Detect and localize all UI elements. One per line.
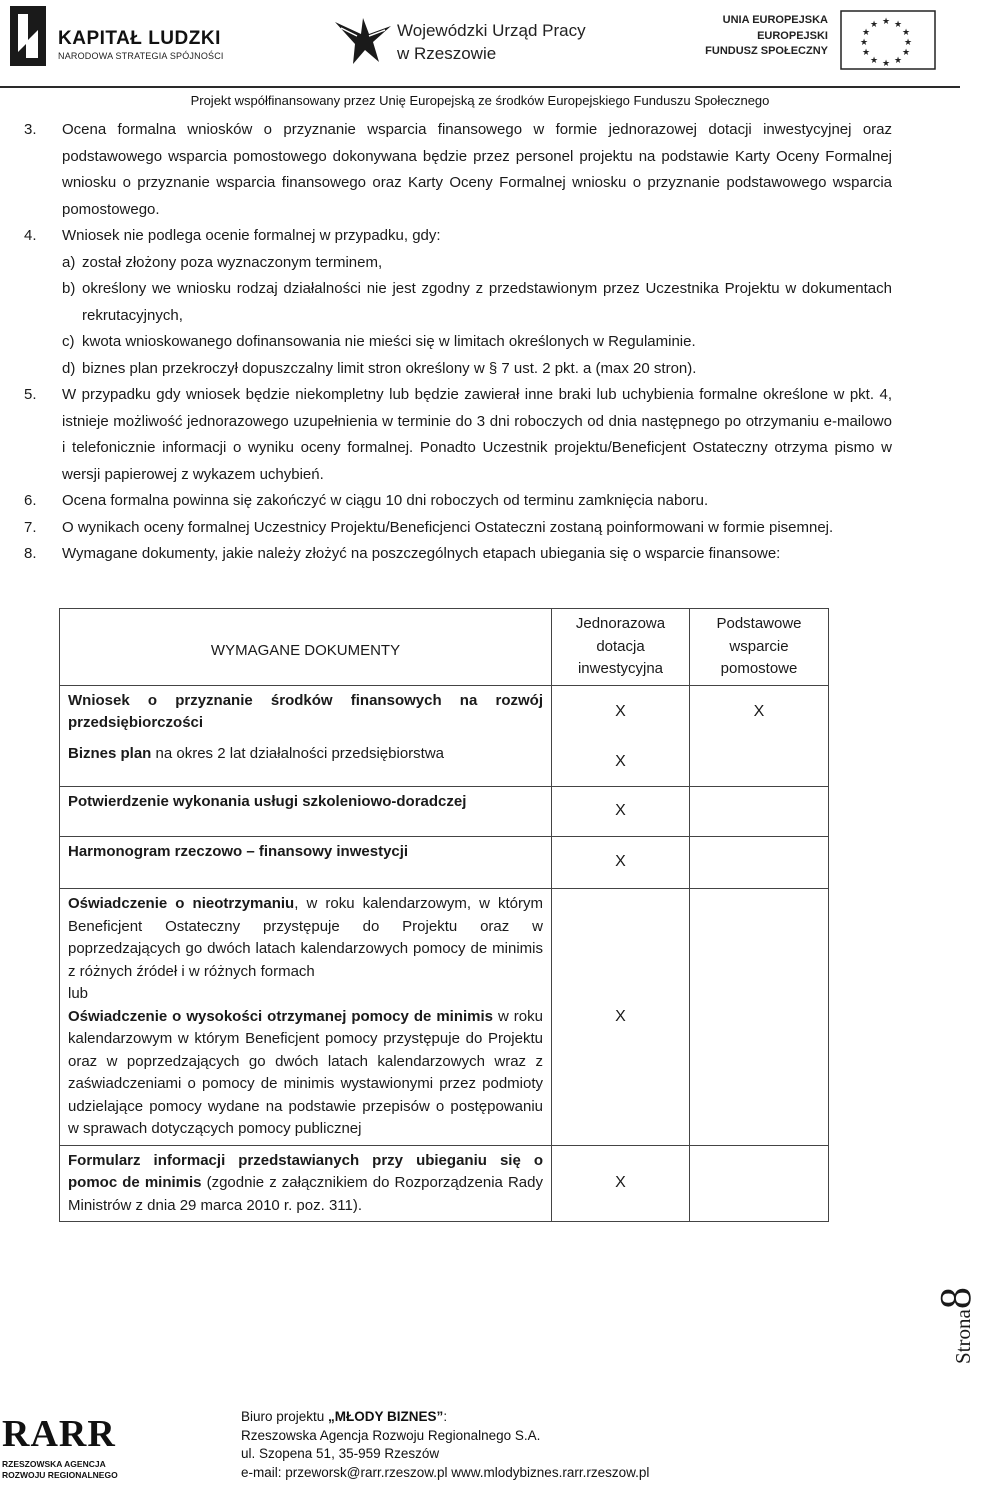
point-3 [24, 117, 892, 223]
kapital-ludzki-subtitle: NARODOWA STRATEGIA SPÓJNOŚCI [58, 51, 224, 61]
footer-contact [241, 1408, 761, 1482]
sub-point-letter: c) [62, 333, 75, 350]
document-name-bold: Oświadczenie o nieotrzymaniu [68, 895, 295, 912]
document-body [24, 117, 892, 568]
point-4b [24, 276, 892, 329]
rarr-logo-line1: RZESZOWSKA AGENCJA [2, 1459, 106, 1469]
point-number: 5. [24, 386, 37, 403]
document-name-bold: Harmonogram rzeczowo – finansowy inwestycji [68, 843, 409, 860]
wup-logo [333, 12, 633, 68]
bridge-support-cell [690, 1145, 829, 1222]
sub-point-letter: b) [62, 280, 76, 297]
page-number-text [930, 1287, 981, 1364]
investment-grant-mark: X [552, 889, 690, 1146]
table-row [60, 1145, 829, 1222]
wup-subtitle: w Rzeszowie [397, 44, 497, 63]
eu-logo [700, 10, 956, 72]
svg-text:★: ★ [903, 37, 913, 47]
office-name: „MŁODY BIZNES” [328, 1409, 444, 1424]
svg-text:★: ★ [861, 27, 871, 37]
bridge-support-cell [690, 889, 829, 1146]
kapital-ludzki-flag-icon [6, 4, 52, 70]
point-number: 7. [24, 518, 37, 536]
agency-address: ul. Szopena 51, 35-959 Rzeszów [241, 1446, 440, 1461]
office-suffix: : [443, 1409, 448, 1424]
required-documents-table [59, 608, 829, 1222]
point-5 [24, 382, 892, 488]
point-text: O wynikach oceny formalnej Uczestnicy Projektu/Beneficjenci Ostateczni zostaną poinformowani w formie pisemnej. [62, 518, 834, 536]
document-name-bold: Potwierdzenie wykonania usługi szkoleniowo-doradczej [68, 793, 467, 810]
rarr-logo-line2: ROZWOJU REGIONALNEGO [2, 1470, 118, 1480]
point-4a [24, 250, 892, 277]
rarr-logo [2, 1412, 118, 1482]
svg-text:★: ★ [881, 16, 891, 26]
point-text: Ocena formalna powinna się zakończyć w ciągu 10 dni roboczych od terminu zamknięcia naboru. [62, 492, 709, 509]
svg-text:★: ★ [901, 27, 911, 37]
sub-point-text: określony we wniosku rodzaj działalności nie jest zgodny z przedstawionym przez Uczestnika Projektu w dokumentach rekrutacyjnych, [82, 280, 892, 324]
document-name [60, 685, 552, 739]
page-label: Strona [951, 1309, 975, 1364]
investment-grant-mark: X [552, 787, 690, 837]
document-name-bold: Oświadczenie o wysokości otrzymanej pomocy de minimis [68, 1007, 494, 1025]
point-number: 8. [24, 545, 37, 562]
document-name-rest: , w roku kalendarzowym, w którym Beneficjent Ostateczny przystępuje do Projektu oraz w poprzedzających go dwóch latach kalendarzowych pomocy de minimis z różnych źródeł i w różnych formach [68, 895, 543, 980]
point-number: 6. [24, 492, 37, 509]
document-name [60, 787, 552, 837]
eu-title: UNIA EUROPEJSKA [722, 14, 828, 26]
table-row [60, 889, 829, 1146]
page-header [0, 0, 960, 120]
eagle-icon [333, 12, 393, 68]
eu-fund-name: FUNDUSZ SPOŁECZNY [705, 45, 828, 57]
point-number: 4. [24, 227, 37, 244]
contact-line [241, 1464, 761, 1483]
project-office-line [241, 1408, 761, 1427]
document-name [60, 837, 552, 889]
point-text: Wymagane dokumenty, jakie należy złożyć na poszczególnych etapach ubiegania się o wsparcie finansowe: [62, 545, 781, 562]
svg-text:★: ★ [861, 47, 871, 57]
document-name-rest: na okres 2 lat działalności przedsiębiorstwa [151, 744, 445, 762]
website-link[interactable]: www.mlodybiznes.rarr.rzeszow.pl [451, 1464, 650, 1480]
document-name-bold: Wniosek o przyznanie środków finansowych na rozwój przedsiębiorczości [68, 691, 543, 731]
page-number-value: 8 [931, 1287, 980, 1310]
table-row [60, 787, 829, 837]
kapital-ludzki-logo [6, 4, 224, 74]
header-divider [0, 86, 960, 88]
point-4d [24, 356, 892, 383]
document-name-rest: (zgodnie z załącznikiem do Rozporządzenia Rady Ministrów z dnia 29 marca 2010 r. poz. 311). [68, 1174, 543, 1214]
point-text: Wniosek nie podlega ocenie formalnej w przypadku, gdy: [62, 227, 441, 244]
svg-text:★: ★ [869, 55, 879, 65]
svg-text:★: ★ [893, 19, 903, 29]
point-7 [24, 515, 892, 542]
kapital-ludzki-title: KAPITAŁ LUDZKI [58, 28, 221, 49]
point-4 [24, 223, 892, 250]
office-prefix: Biuro projektu [241, 1409, 329, 1424]
document-name [60, 1145, 552, 1222]
bridge-support-cell [690, 837, 829, 889]
eu-subtitle: EUROPEJSKI [757, 30, 828, 42]
table-row [60, 739, 829, 787]
email-link[interactable]: e-mail: przeworsk@rarr.rzeszow.pl [241, 1464, 448, 1480]
table-row [60, 685, 829, 739]
point-text: Ocena formalna wniosków o przyznanie wsparcia finansowego w formie jednorazowej dotacji inwestycyjnej oraz podstawowego wsparcia pomostowego dokonywana będzie przez personel projektu na podstawie Karty Oceny Formalnej wniosku o przyznanie wsparcia finansowego oraz Karty Oceny Formalnej wniosku o przyznanie podstawowego wsparcia pomostowego. [62, 121, 892, 218]
svg-text:★: ★ [901, 47, 911, 57]
table-header-row [60, 609, 829, 686]
investment-grant-mark: X [552, 739, 690, 787]
eu-flag-icon [840, 10, 936, 70]
document-name [60, 739, 552, 787]
cofinance-note: Projekt współfinansowany przez Unię Europejską ze środków Europejskiego Funduszu Społecznego [190, 93, 770, 108]
point-number: 3. [24, 121, 37, 138]
investment-grant-mark: X [552, 837, 690, 889]
document-alternative: lub [68, 985, 89, 1002]
table-header-investment-grant: Jednorazowa dotacja inwestycyjna [552, 609, 690, 686]
svg-text:★: ★ [859, 37, 869, 47]
investment-grant-mark: X [552, 1145, 690, 1222]
table-header-bridge-support: Podstawowe wsparcie pomostowe [690, 609, 829, 686]
bridge-support-cell [690, 739, 829, 787]
bridge-support-mark: X [690, 685, 829, 739]
sub-point-letter: a) [62, 253, 76, 271]
document-name-rest: w roku kalendarzowym w którym Beneficjent pomocy przystępuje do Projektu oraz w poprzedzających go dwóch latach kalendarzowych wraz z zaświadczeniami o pomocy de minimis wystawionymi przez podmioty udzielające pomocy wydane na podstawie przepisów o postępowaniu w sprawach dotyczących pomocy publicznej [68, 1007, 543, 1137]
investment-grant-mark: X [552, 685, 690, 739]
svg-text:★: ★ [881, 58, 891, 68]
point-8 [24, 541, 892, 568]
document-name-bold: Formularz informacji przedstawianych przy ubieganiu się o pomoc de minimis [68, 1151, 543, 1191]
rarr-logo-mark: RARR [2, 1413, 116, 1455]
svg-text:★: ★ [893, 55, 903, 65]
sub-point-text: został złożony poza wyznaczonym terminem, [82, 253, 383, 271]
table-row [60, 837, 829, 889]
document-name [60, 889, 552, 1146]
sub-point-letter: d) [62, 359, 76, 377]
point-4c [24, 329, 892, 356]
wup-title: Wojewódzki Urząd Pracy [397, 21, 586, 40]
sub-point-text: biznes plan przekroczył dopuszczalny limit stron określony w § 7 ust. 2 pkt. a (max 20 stron). [82, 359, 697, 377]
point-6 [24, 488, 892, 515]
bridge-support-cell [690, 787, 829, 837]
agency-name: Rzeszowska Agencja Rozwoju Regionalnego S.A. [241, 1427, 541, 1443]
document-name-bold: Biznes plan [68, 744, 152, 762]
point-text: W przypadku gdy wniosek będzie niekompletny lub będzie zawierał inne braki lub uchybienia formalne określone w pkt. 4, istnieje możliwość jednorazowego uzupełnienia w terminie do 3 dni roboczych od dnia następnego po otrzymaniu e-mailowo i telefonicznie informacji o wyniku oceny formalnej. Ponadto Uczestnik projektu/Beneficjent Ostateczny otrzyma pismo w wersji papierowej z wykazem uchybień. [62, 386, 892, 483]
page-number [928, 1260, 980, 1370]
table-header-documents: WYMAGANE DOKUMENTY [60, 609, 552, 686]
svg-text:★: ★ [869, 19, 879, 29]
sub-point-text: kwota wnioskowanego dofinansowania nie mieści się w limitach określonych w Regulaminie. [82, 333, 696, 350]
